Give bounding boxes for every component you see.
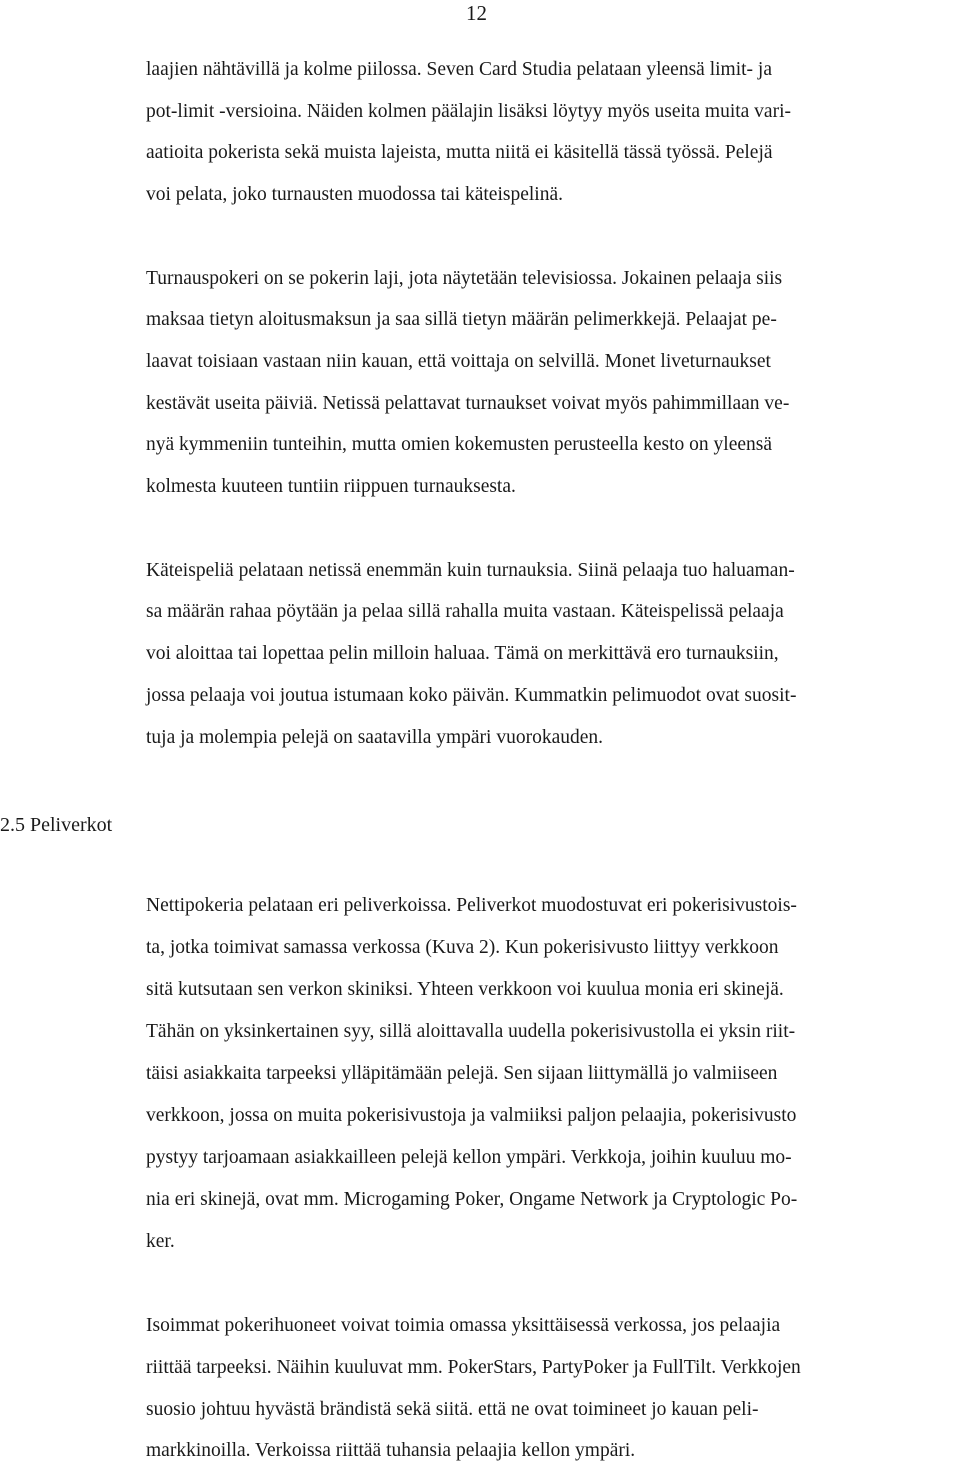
section-heading: 2.5 Peliverkot [0, 814, 113, 836]
text-line: verkkoon, jossa on muita pokerisivustoja ja valmiiksi paljon pelaajia, pokerisivusto [146, 1105, 797, 1126]
text-line: tuja ja molempia pelejä on saatavilla ympäri vuorokauden. [146, 727, 604, 748]
text-line: pystyy tarjoamaan asiakkailleen pelejä kellon ympäri. Verkkoja, joihin kuuluu mo- [146, 1147, 792, 1168]
text-line: laavat toisiaan vastaan niin kauan, että voittaja on selvillä. Monet liveturnaukset [146, 351, 771, 372]
text-line: markkinoilla. Verkoissa riittää tuhansia pelaajia kellon ympäri. [146, 1440, 636, 1461]
text-line: Tähän on yksinkertainen syy, sillä aloittavalla uudella pokerisivustolla ei yksin riit- [146, 1021, 796, 1042]
text-line: Isoimmat pokerihuoneet voivat toimia omassa yksittäisessä verkossa, jos pelaajia [146, 1315, 781, 1336]
text-line: Nettipokeria pelataan eri peliverkoissa. Peliverkot muodostuvat eri pokerisivustois- [146, 895, 797, 916]
text-line: kolmesta kuuteen tuntiin riippuen turnauksesta. [146, 476, 516, 497]
text-line: suosio johtuu hyvästä brändistä sekä siitä. että ne ovat toimineet jo kauan peli- [146, 1399, 759, 1420]
text-line: nyä kymmeniin tunteihin, mutta omien kokemusten perusteella kesto on yleensä [146, 434, 773, 455]
page-number: 12 [466, 1, 487, 25]
text-line: Turnauspokeri on se pokerin laji, jota näytetään televisiossa. Jokainen pelaaja siis [146, 268, 783, 289]
text-line: kestävät useita päiviä. Netissä pelattavat turnaukset voivat myös pahimmillaan ve- [146, 393, 790, 414]
text-line: nia eri skinejä, ovat mm. Microgaming Poker, Ongame Network ja Cryptologic Po- [146, 1189, 798, 1210]
text-line: voi pelata, joko turnausten muodossa tai käteispelinä. [146, 184, 563, 205]
text-line: laajien nähtävillä ja kolme piilossa. Seven Card Studia pelataan yleensä limit- ja [146, 59, 772, 80]
text-line: ker. [146, 1231, 175, 1252]
text-line: sa määrän rahaa pöytään ja pelaa sillä rahalla muita vastaan. Käteispelissä pelaaja [146, 601, 784, 622]
text-line: aatioita pokerista sekä muista lajeista, mutta niitä ei käsitellä tässä työssä. Pelejä [146, 142, 773, 163]
text-line: täisi asiakkaita tarpeeksi ylläpitämään pelejä. Sen sijaan liittymällä jo valmiiseen [146, 1063, 778, 1084]
text-line: Käteispeliä pelataan netissä enemmän kuin turnauksia. Siinä pelaaja tuo haluaman- [146, 560, 795, 581]
text-line: voi aloittaa tai lopettaa pelin milloin haluaa. Tämä on merkittävä ero turnauksiin, [146, 643, 779, 664]
text-line: riittää tarpeeksi. Näihin kuuluvat mm. PokerStars, PartyPoker ja FullTilt. Verkkojen [146, 1357, 801, 1378]
text-line: jossa pelaaja voi joutua istumaan koko päivän. Kummatkin pelimuodot ovat suosit- [146, 685, 797, 706]
text-line: pot-limit -versioina. Näiden kolmen päälajin lisäksi löytyy myös useita muita vari- [146, 101, 791, 122]
text-line: maksaa tietyn aloitusmaksun ja saa sillä tietyn määrän pelimerkkejä. Pelaajat pe- [146, 309, 777, 330]
text-line: sitä kutsutaan sen verkon skiniksi. Yhteen verkkoon voi kuulua monia eri skinejä. [146, 979, 784, 1000]
text-line: ta, jotka toimivat samassa verkossa (Kuva 2). Kun pokerisivusto liittyy verkkoon [146, 937, 779, 958]
